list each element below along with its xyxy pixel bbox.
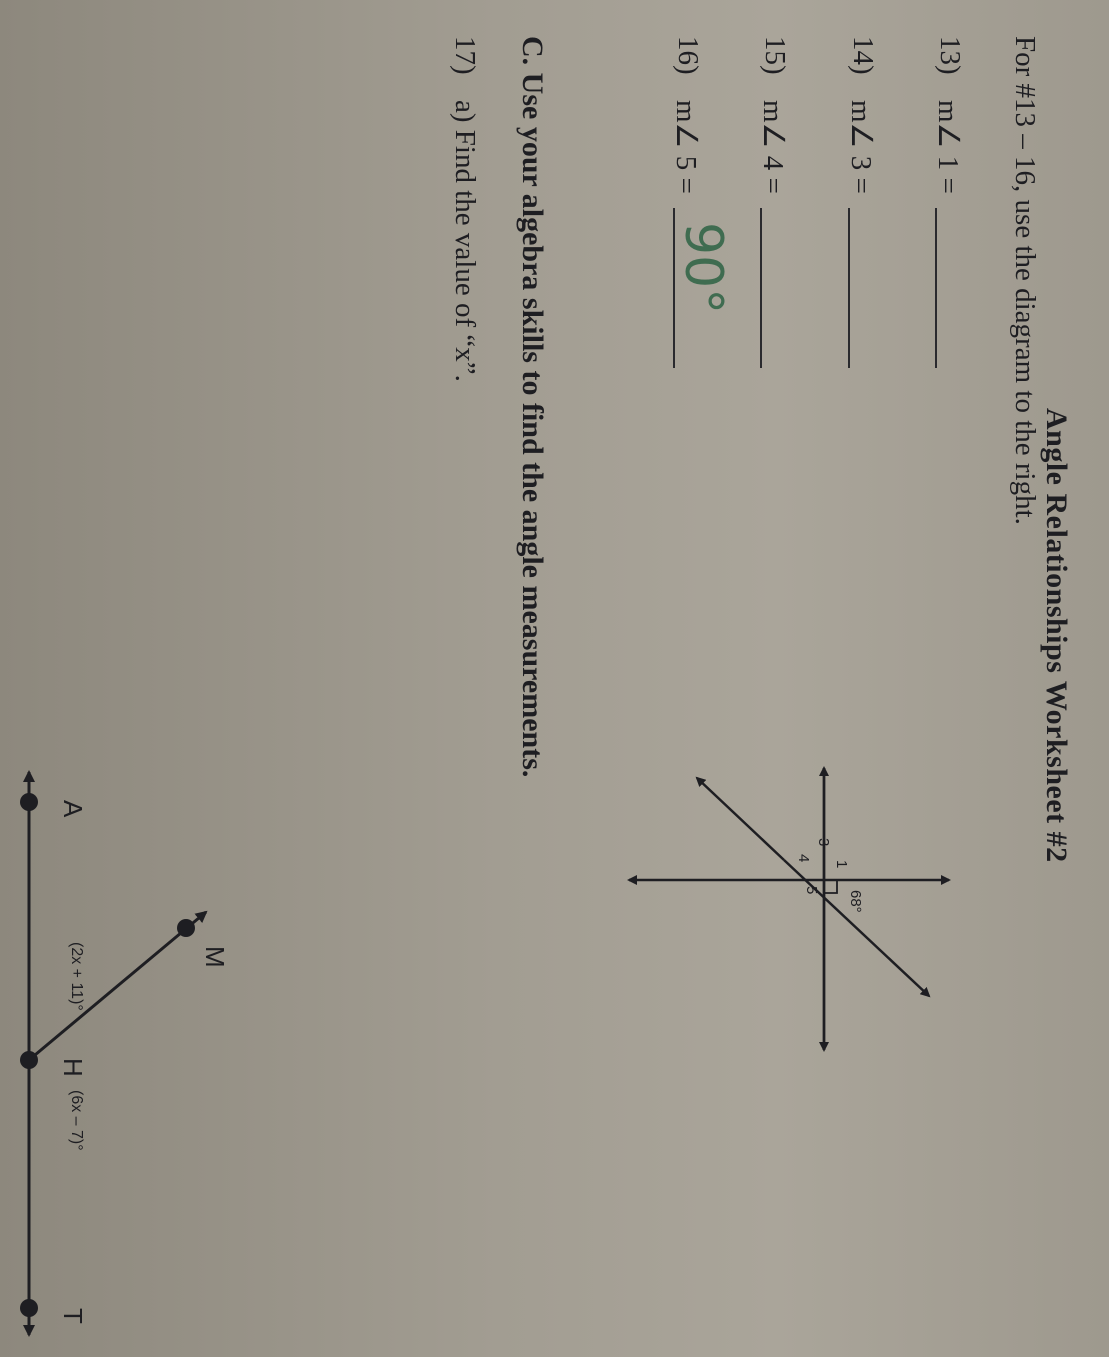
point-a (20, 793, 38, 811)
label-a: A (58, 800, 88, 818)
label-m: M (200, 946, 230, 968)
parallel-lines-diagram (619, 760, 959, 1060)
question-number: 14) (847, 36, 879, 75)
answer-blank (935, 208, 937, 368)
question-expression: m∠ 4 = (757, 100, 789, 194)
linear-pair-diagram (0, 760, 444, 1340)
answer-blank (760, 208, 762, 368)
angle-5-label: 5 (803, 886, 820, 895)
question-expression: m∠ 1 = (932, 100, 964, 194)
angle-left-expression: (2x + 11)° (68, 942, 85, 1011)
question-number: 15) (759, 36, 791, 75)
right-angle-mark (824, 880, 837, 893)
angle-68-label: 68° (847, 890, 864, 913)
point-m (177, 919, 195, 937)
worksheet-title: Angle Relationships Worksheet #2 (1040, 408, 1073, 863)
transversal-down (697, 778, 784, 860)
ray-hm (29, 912, 206, 1060)
handwritten-answer: 90° (673, 222, 733, 315)
question-expression: m∠ 3 = (845, 100, 877, 194)
instructions: For #13 – 16, use the diagram to the right. (1009, 36, 1041, 525)
point-t (20, 1299, 38, 1317)
angle-right-expression: (6x – 7)° (68, 1090, 85, 1151)
angle-1-label: 1 (833, 860, 850, 869)
label-h: H (58, 1058, 88, 1077)
question-number: 13) (934, 36, 966, 75)
answer-blank (848, 208, 850, 368)
question-expression: m∠ 5 = (670, 100, 702, 194)
point-h (20, 1051, 38, 1069)
angle-3-label: 3 (815, 838, 832, 847)
question-17-text: a) Find the value of “x”. (449, 100, 481, 382)
question-number: 16) (672, 36, 704, 75)
angle-4-label: 4 (795, 854, 812, 863)
label-t: T (58, 1308, 88, 1324)
question-17-number: 17) (449, 36, 481, 75)
section-c-heading: C. Use your algebra skills to find the angle measurements. (516, 36, 549, 778)
